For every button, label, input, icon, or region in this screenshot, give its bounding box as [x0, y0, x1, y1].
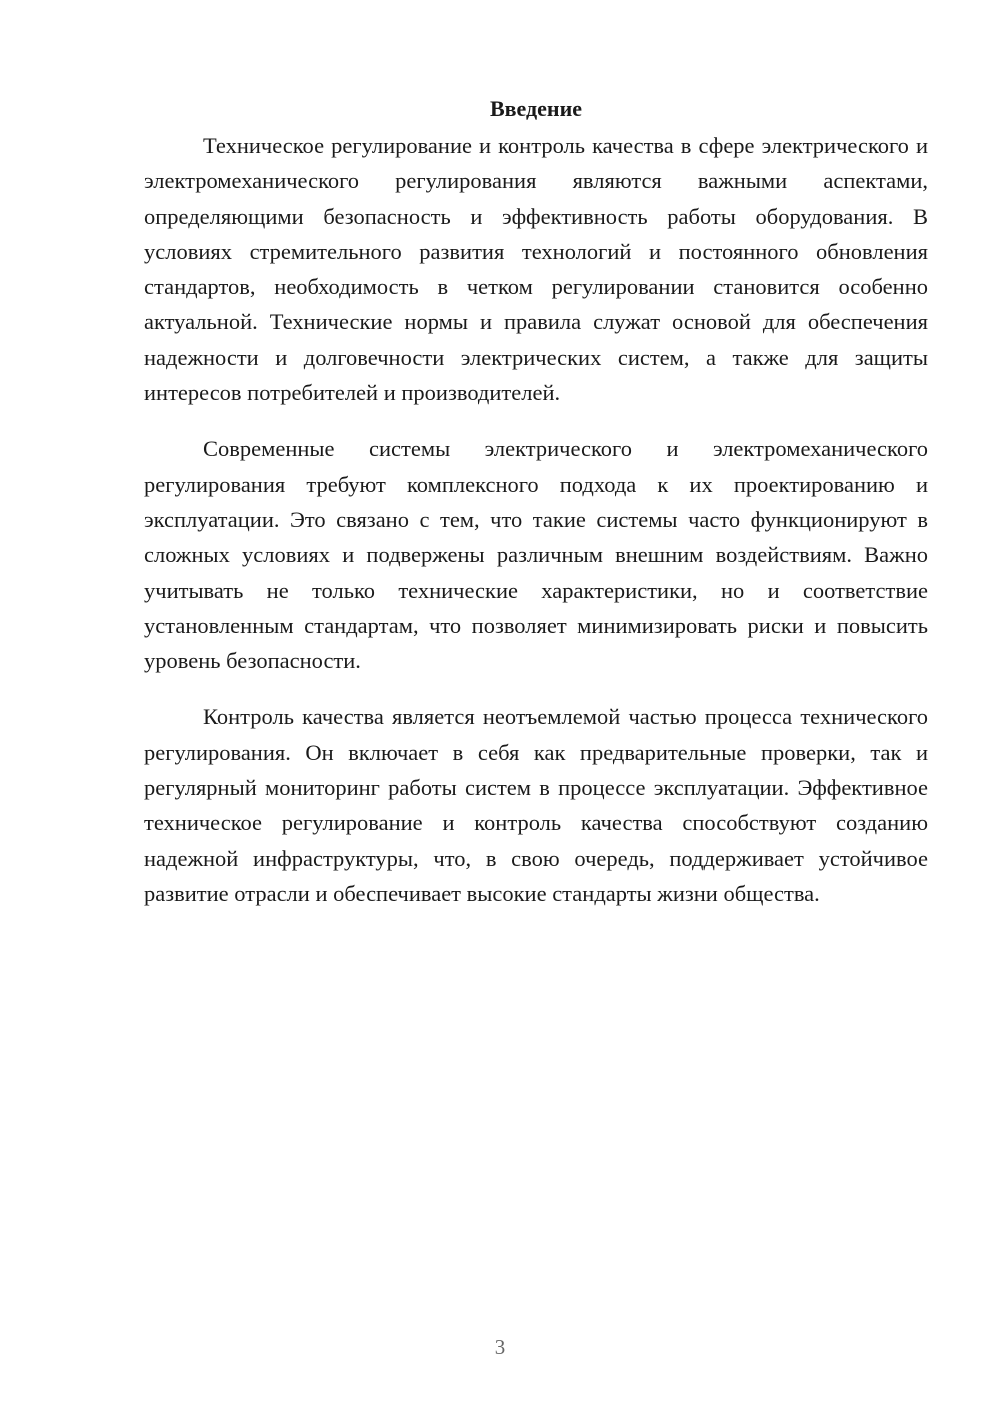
section-title: Введение [489, 96, 583, 121]
paragraph-1: Техническое регулирование и контроль качества в сфере электрического и электромеханического регулирования являются важными аспектами, определяющими безопасность и эффективность работы оборудования. В условиях стремительного развития технологий и постоянного обновления стандартов, необходимость в четком регулировании становится особенно актуальной. Технические нормы и правила служат основой для обеспечения надежности и долговечности электрических систем, а также для защиты интересов потребителей и производителей. [144, 133, 928, 406]
paragraph-3: Контроль качества является неотъемлемой частью процесса технического регулирования. Он включает в себя как предварительные проверки, так и регулярный мониторинг работы систем в процессе эксплуатации. Эффективное техническое регулирование и контроль качества способствуют созданию надежной инфраструктуры, что, в свою очередь, поддерживает устойчивое развитие отрасли и обеспечивает высокие стандарты жизни общества. [144, 704, 928, 906]
page-number: 3 [494, 1335, 506, 1359]
page-content [144, 92, 928, 932]
paragraph-2: Современные системы электрического и электромеханического регулирования требуют комплексного подхода к их проектированию и эксплуатации. Это связано с тем, что такие системы часто функционируют в сложных условиях и подвержены различным внешним воздействиям. Важно учитывать не только технические характеристики, но и соответствие установленным стандартам, что позволяет минимизировать риски и повысить уровень безопасности. [144, 436, 928, 674]
